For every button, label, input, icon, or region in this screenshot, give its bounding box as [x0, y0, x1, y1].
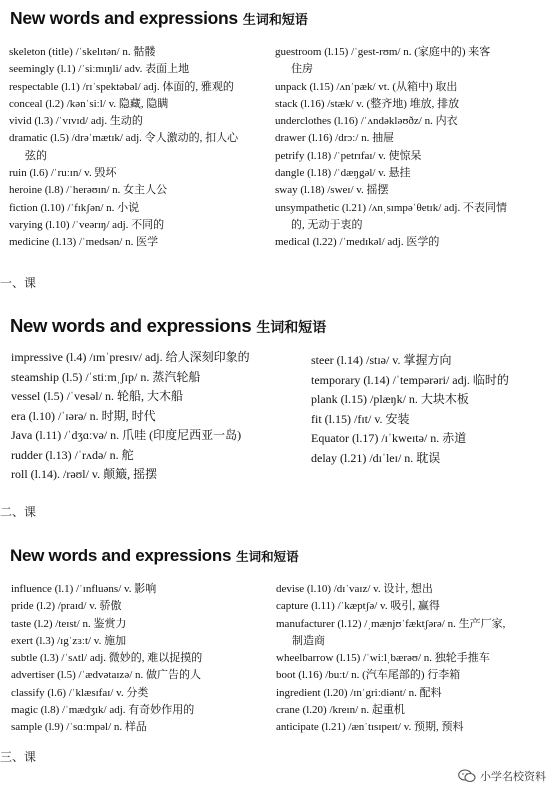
- vocab-entry: guestroom (l.15) /ˈgest-rʊm/ n. (家庭中的) 来客: [275, 46, 491, 58]
- header-chinese: 生词和短语: [242, 13, 308, 28]
- vocab-entry: magic (l.8) /ˈmædʒɪk/ adj. 有奇妙作用的: [11, 704, 195, 717]
- vocab-entry: era (l.10) /ˈɪərə/ n. 时期, 时代: [11, 408, 156, 423]
- vocab-entry: underclothes (l.16) /ˈʌndəkləʊðz/ n. 内衣: [275, 115, 458, 128]
- vocab-entry: petrify (l.18) /ˈpetrɪfaɪ/ v. 使惊呆: [275, 149, 422, 162]
- vocab-entry: respectable (l.1) /rɪˈspektəbəl/ adj. 体面的, 雅观的: [9, 80, 234, 93]
- vocab-entry: unsympathetic (l.21) /ʌnˌsɪmpəˈθetɪk/ adj. 不表同情: [275, 201, 507, 214]
- vocab-entry: capture (l.11) /ˈkæptʃə/ v. 吸引, 赢得: [276, 600, 440, 613]
- vocab-entry: delay (l.21) /dɪˈleɪ/ n. 耽误: [311, 450, 441, 465]
- vocab-entry: advertiser (l.5) /ˈædvətaɪzə/ n. 做广告的人: [11, 669, 202, 682]
- entry-continuation: 住房: [291, 63, 313, 76]
- vocab-entry: stack (l.16) /stæk/ v. (整齐地) 堆放, 排放: [275, 97, 460, 110]
- vocab-entry: plank (l.15) /plæŋk/ n. 大块木板: [311, 392, 469, 406]
- section-header: [10, 315, 326, 337]
- entry-continuation: 制造商: [292, 634, 325, 647]
- vocab-entry: varying (l.10) /ˈveərɪŋ/ adj. 不同的: [9, 218, 165, 231]
- vocab-entry: steamship (l.5) /ˈstiːmˌʃɪp/ n. 蒸汽轮船: [11, 369, 201, 384]
- vocab-entry: impressive (l.4) /ɪmˈpresɪv/ adj. 给人深刻印象的: [11, 350, 250, 364]
- vocab-entry: seemingly (l.1) /ˈsiːmɪŋli/ adv. 表面上地: [9, 63, 190, 76]
- header-english: New words and expressions: [10, 546, 232, 565]
- lesson-label: 三、课: [0, 750, 37, 764]
- vocab-entry: drawer (l.16) /drɔː/ n. 抽屉: [275, 132, 395, 145]
- vocab-entry: fiction (l.10) /ˈfɪkʃən/ n. 小说: [9, 201, 140, 214]
- vocab-entry: fit (l.15) /fɪt/ v. 安装: [311, 411, 410, 426]
- watermark: [458, 768, 546, 784]
- vocab-entry: rudder (l.13) /ˈrʌdə/ n. 舵: [11, 447, 134, 462]
- vocab-entry: roll (l.14). /rəʊl/ v. 颠簸, 摇摆: [11, 467, 158, 481]
- vocab-entry: ruin (l.6) /ˈruːɪn/ v. 毁坏: [9, 167, 117, 180]
- header-chinese: 生词和短语: [236, 549, 299, 564]
- left-column: [9, 44, 271, 252]
- chat-bubbles-icon: [458, 769, 476, 783]
- vocab-entry: manufacturer (l.12) /ˌmænjʊˈfæktʃərə/ n. 生产厂家,: [276, 617, 506, 630]
- right-column: [311, 351, 551, 468]
- left-column: [11, 348, 301, 485]
- vocab-entry: anticipate (l.21) /ænˈtɪsɪpeɪt/ v. 预期, 预料: [276, 721, 464, 734]
- vocab-entry: Java (l.11) /ˈdʒɑːvə/ n. 爪哇 (印度尼西亚一岛): [11, 428, 242, 442]
- vocab-entry: sway (l.18) /sweɪ/ v. 摇摆: [275, 184, 389, 197]
- vocab-section-2: [0, 300, 554, 530]
- vocab-entry: unpack (l.15) /ʌnˈpæk/ vt. (从箱中) 取出: [275, 80, 458, 93]
- header-english: New words and expressions: [10, 315, 252, 336]
- lesson-label: 一、课: [0, 276, 37, 290]
- section-header: [10, 546, 299, 566]
- vocab-entry: medicine (l.13) /ˈmedsən/ n. 医学: [9, 236, 159, 249]
- vocab-entry: devise (l.10) /dɪˈvaɪz/ v. 设计, 想出: [276, 583, 433, 595]
- vocab-entry: taste (l.2) /teɪst/ n. 鉴赏力: [11, 617, 127, 630]
- watermark-text: 小学名校资料: [480, 770, 546, 783]
- right-column: [275, 44, 547, 252]
- vocab-entry: influence (l.1) /ˈɪnfluəns/ v. 影响: [11, 583, 157, 595]
- vocab-section-3: [0, 538, 554, 790]
- vocab-entry: exert (l.3) /ɪgˈzɜːt/ v. 施加: [11, 634, 127, 647]
- vocab-entry: conceal (l.2) /kənˈsiːl/ v. 隐藏, 隐瞒: [9, 97, 169, 110]
- section-header: [10, 8, 308, 29]
- vocab-entry: sample (l.9) /ˈsɑːmpəl/ n. 样品: [11, 721, 147, 734]
- vocab-entry: crane (l.20) /kreɪn/ n. 起重机: [276, 704, 405, 717]
- vocab-entry: dangle (l.18) /ˈdæŋgəl/ v. 悬挂: [275, 167, 411, 180]
- entry-continuation: 弦的: [25, 149, 47, 162]
- entry-continuation: 的, 无动于衷的: [291, 218, 363, 231]
- vocab-entry: dramatic (l.5) /drəˈmætɪk/ adj. 令人激动的, 扣人心: [9, 132, 239, 145]
- vocab-section-1: [0, 0, 554, 300]
- right-column: [276, 581, 548, 737]
- vocab-entry: pride (l.2) /praɪd/ v. 骄傲: [11, 600, 122, 613]
- vocab-entry: vivid (l.3) /ˈvɪvɪd/ adj. 生动的: [9, 115, 143, 128]
- header-chinese: 生词和短语: [256, 320, 327, 336]
- vocab-entry: heroine (l.8) /ˈherəʊɪn/ n. 女主人公: [9, 184, 168, 197]
- vocab-entry: Equator (l.17) /ɪˈkweɪtə/ n. 赤道: [311, 431, 467, 445]
- lesson-label: 二、课: [0, 505, 37, 519]
- vocab-entry: temporary (l.14) /ˈtempərəri/ adj. 临时的: [311, 372, 509, 387]
- header-english: New words and expressions: [10, 8, 238, 28]
- vocab-entry: ingredient (l.20) /ɪnˈgriːdiənt/ n. 配料: [276, 686, 442, 699]
- vocab-entry: medical (l.22) /ˈmedɪkəl/ adj. 医学的: [275, 236, 440, 249]
- left-column: [11, 581, 273, 737]
- vocab-entry: skeleton (title) /ˈskelɪtən/ n. 骷髅: [9, 46, 156, 58]
- vocab-entry: steer (l.14) /stɪə/ v. 掌握方向: [311, 353, 452, 367]
- vocab-entry: wheelbarrow (l.15) /ˈwiːlˌbærəʊ/ n. 独轮手推车: [276, 652, 490, 665]
- vocab-entry: classify (l.6) /ˈklæsɪfaɪ/ v. 分类: [11, 686, 149, 699]
- vocab-entry: subtle (l.3) /ˈsʌtl/ adj. 微妙的, 难以捉摸的: [11, 652, 203, 665]
- vocab-entry: vessel (l.5) /ˈvesəl/ n. 轮船, 大木船: [11, 389, 183, 403]
- vocab-entry: boot (l.16) /buːt/ n. (汽车尾部的) 行李箱: [276, 669, 461, 682]
